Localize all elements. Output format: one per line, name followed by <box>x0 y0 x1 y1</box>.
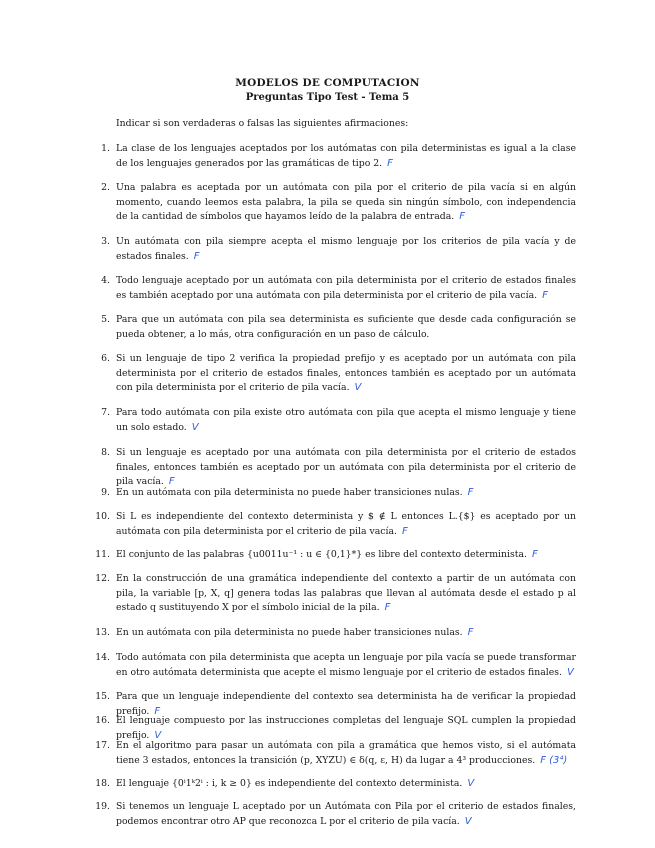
question-item <box>86 510 576 539</box>
question-item <box>86 235 576 264</box>
question-item <box>86 626 576 641</box>
question-text: En la construcción de una gramática independiente del contexto a partir de un autómata con pila, la variable [p, X, q] genera todas las palabras que llevan al autómata desde el estado p al estado q sustituyendo X por el símbolo inicial de la pila. <box>116 573 576 613</box>
handwritten-answer: F <box>459 211 465 222</box>
question-number: 17. <box>95 740 110 751</box>
question-number: 10. <box>95 511 110 522</box>
question-text: En un autómata con pila determinista no puede haber transiciones nulas. <box>116 627 463 638</box>
handwritten-answer: F <box>531 549 538 560</box>
question-number: 12. <box>95 573 110 584</box>
question-number: 4. <box>101 275 110 286</box>
question-text: Si L es independiente del contexto determinista y $ ∉ L entonces L.{$} es aceptado por un autómata con pila determinista por el criterio de pila vacía. <box>116 511 576 537</box>
handwritten-answer: V <box>464 815 472 827</box>
instructions: Indicar si son verdaderas o falsas las siguientes afirmaciones: <box>116 118 409 129</box>
question-item <box>86 313 576 342</box>
question-number: 9. <box>101 487 110 498</box>
question-text: Si tenemos un lenguaje L aceptado por un Autómata con Pila por el criterio de estados finales, podemos encontrar otro AP que reconozca L por el criterio de pila vacía. <box>116 801 576 827</box>
handwritten-answer: F (3⁴) <box>540 754 568 766</box>
question-text: Un autómata con pila siempre acepta el mismo lenguaje por los criterios de pila vacía y de estados finales. <box>116 236 576 262</box>
question-item <box>86 352 576 396</box>
question-text: Todo autómata con pila determinista que acepta un lenguaje por pila vacía se puede transformar en otro autómata determinista que acepte el mismo lenguaje por el criterio de estados finales. <box>116 652 576 678</box>
question-text: Si un lenguaje de tipo 2 verifica la propiedad prefijo y es aceptado por un autómata con pila determinista por el criterio de estados finales, entonces también es aceptado por un autómata con pila determinista por el criterio de pila vacía. <box>116 353 576 393</box>
handwritten-answer: V <box>467 778 475 789</box>
question-number: 14. <box>95 652 110 663</box>
handwritten-answer: F <box>168 476 175 487</box>
question-number: 2. <box>101 182 110 193</box>
question-text: Si un lenguaje es aceptado por una autómata con pila determinista por el criterio de estados finales, entonces también es aceptado por un autómata con pila determinista por el criterio de pila vacía. <box>116 447 576 487</box>
question-number: 18. <box>95 778 110 789</box>
handwritten-answer: F <box>401 525 408 537</box>
question-text: El conjunto de las palabras {u0011u⁻¹ : u ∈ {0,1}*} es libre del contexto determinista. <box>116 549 527 560</box>
question-item <box>86 406 576 435</box>
handwritten-answer: F <box>542 289 548 301</box>
question-item <box>86 739 576 768</box>
question-number: 8. <box>101 447 110 458</box>
question-item <box>86 651 576 680</box>
question-text: El lenguaje {0ⁱ1ᵏ2ⁱ : i, k ≥ 0} es independiente del contexto determinista. <box>116 778 463 789</box>
question-item <box>86 142 576 171</box>
handwritten-answer: F <box>467 627 474 638</box>
question-text: Todo lenguaje aceptado por un autómata con pila determinista por el criterio de estados finales es también aceptado por una autómata con pila determinista por el criterio de pila vacía. <box>116 275 576 301</box>
question-item <box>86 486 576 501</box>
question-item <box>86 274 576 303</box>
document-subtitle: Preguntas Tipo Test - Tema 5 <box>245 92 410 103</box>
handwritten-answer: F <box>193 250 200 262</box>
handwritten-answer: F <box>384 602 391 613</box>
question-item <box>86 572 576 616</box>
question-text: Una palabra es aceptada por un autómata con pila por el criterio de pila vacía si en algún momento, cuando leemos esta palabra, la pila se queda sin ningún símbolo, con independencia de la cantidad de símbolos que hayamos leído de la palabra de entrada. <box>116 182 576 222</box>
question-text: En un autómata con pila determinista no puede haber transiciones nulas. <box>116 487 463 498</box>
question-text: Para que un lenguaje independiente del contexto sea determinista ha de verificar la propiedad prefijo. <box>116 691 576 717</box>
question-number: 6. <box>101 353 110 364</box>
question-item <box>86 548 576 563</box>
question-number: 7. <box>101 407 110 418</box>
handwritten-answer: V <box>566 666 574 678</box>
question-item <box>86 777 576 792</box>
handwritten-answer: F <box>387 157 393 169</box>
handwritten-answer: V <box>191 421 199 433</box>
question-number: 16. <box>95 715 110 726</box>
question-number: 15. <box>95 691 110 702</box>
question-text: La clase de los lenguajes aceptados por los autómatas con pila deterministas es igual a la clase de los lenguajes generados por las gramáticas de tipo 2. <box>116 143 576 169</box>
question-text: En el algoritmo para pasar un autómata con pila a gramática que hemos visto, si el autómata tiene 3 estados, entonces la transición (p, XYZU) ∈ δ(q, ε, H) da lugar a 4³ producciones. <box>116 740 576 766</box>
question-text: Para que un autómata con pila sea determinista es suficiente que desde cada configuración se pueda obtener, a lo más, otra configuración en un paso de cálculo. <box>116 314 576 340</box>
handwritten-answer: V <box>154 729 162 741</box>
question-text: Para todo autómata con pila existe otro autómata con pila que acepta el mismo lenguaje y tiene un solo estado. <box>116 407 576 433</box>
question-number: 5. <box>101 314 110 325</box>
document-title: MODELOS DE COMPUTACION <box>235 77 420 89</box>
handwritten-answer: V <box>354 382 362 393</box>
handwritten-answer: F <box>154 705 161 717</box>
question-number: 3. <box>101 236 110 247</box>
question-text: El lenguaje compuesto por las instrucciones completas del lenguaje SQL cumplen la propiedad prefijo. <box>116 715 576 741</box>
question-number: 19. <box>95 801 110 812</box>
question-item <box>86 181 576 225</box>
handwritten-answer: F <box>467 487 474 498</box>
question-number: 1. <box>101 143 110 154</box>
question-item <box>86 800 576 829</box>
question-number: 11. <box>95 549 110 560</box>
question-item <box>86 446 576 490</box>
question-number: 13. <box>95 627 110 638</box>
